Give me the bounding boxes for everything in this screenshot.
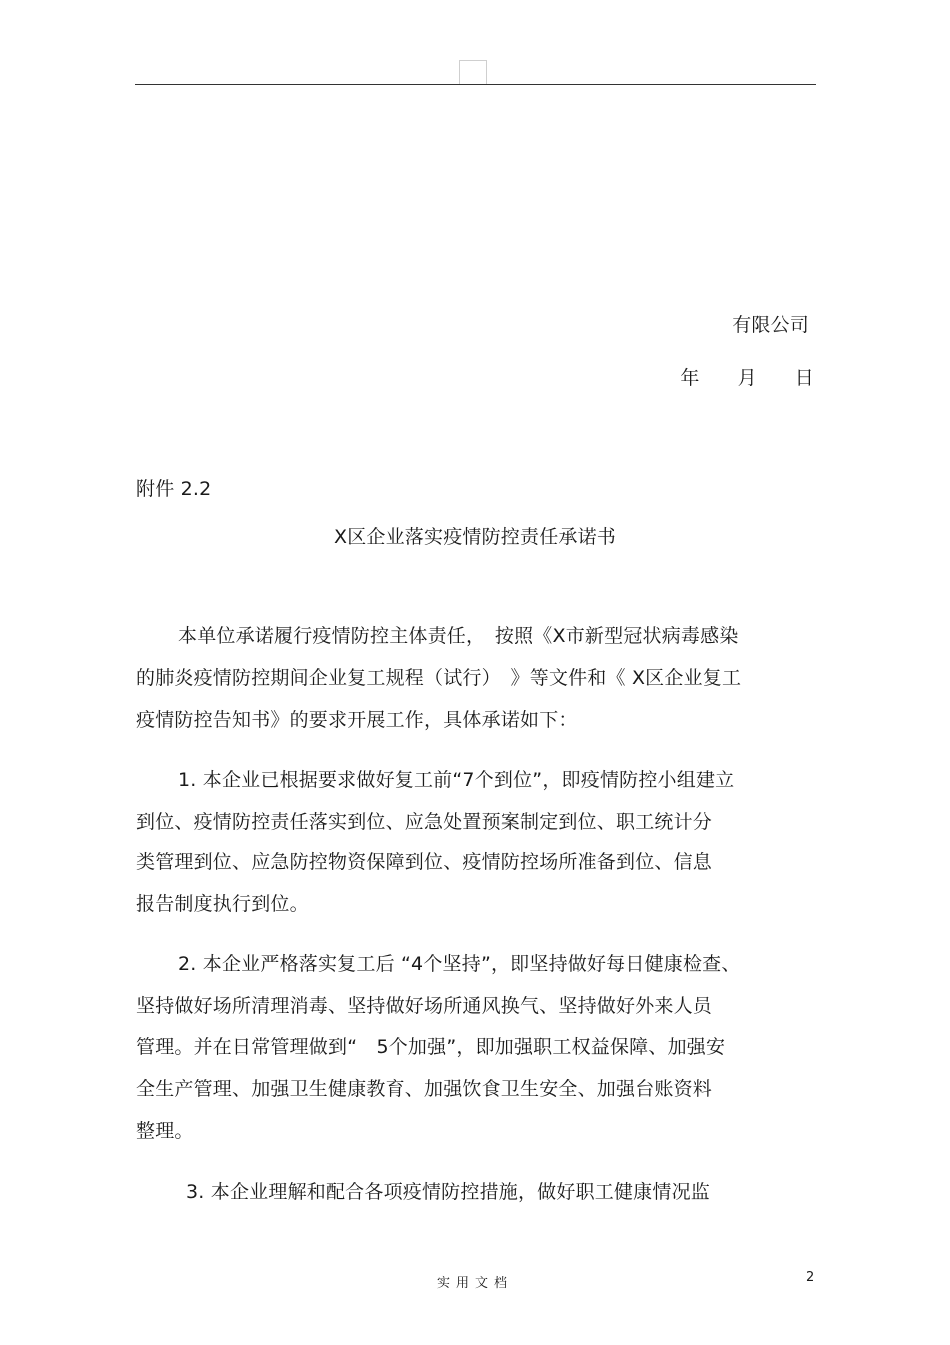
footer-text: 实用文档: [436, 1276, 513, 1291]
signature-company: 有限公司: [732, 314, 809, 336]
paragraph-3-line-2: 坚持做好场所清理消毒、坚持做好场所通风换气、坚持做好外来人员: [136, 995, 713, 1017]
paragraph-4-line-1: 3. 本企业理解和配合各项疫情防控措施，做好职工健康情况监: [186, 1181, 710, 1203]
header-rule: [135, 84, 816, 85]
page-number: 2: [806, 1270, 815, 1285]
signature-day: 日: [794, 367, 814, 389]
paragraph-2-line-4: 报告制度执行到位。: [136, 893, 309, 915]
header-marker-box: [459, 60, 487, 85]
paragraph-2-line-1: 1. 本企业已根据要求做好复工前“7个到位”，即疫情防控小组建立: [178, 769, 735, 791]
paragraph-2-line-3: 类管理到位、应急防控物资保障到位、疫情防控场所准备到位、信息: [136, 851, 713, 873]
paragraph-1-line-2: 的肺炎疫情防控期间企业复工规程（试行） 》等文件和《 X区企业复工: [136, 667, 742, 689]
paragraph-2-line-2: 到位、疫情防控责任落实到位、应急处置预案制定到位、职工统计分: [136, 811, 713, 833]
paragraph-3-line-3: 管理。并在日常管理做到“ 5个加强”，即加强职工权益保障、加强安: [136, 1036, 726, 1058]
paragraph-1-line-3: 疫情防控告知书》的要求开展工作，具体承诺如下：: [136, 709, 578, 731]
paragraph-3-line-1: 2. 本企业严格落实复工后 “4个坚持”，即坚持做好每日健康检查、: [178, 953, 741, 975]
attachment-label: 附件 2.2: [136, 478, 212, 500]
document-title: X区企业落实疫情防控责任承诺书: [333, 526, 617, 548]
signature-month: 月: [737, 367, 757, 389]
signature-year: 年: [680, 367, 700, 389]
paragraph-3-line-5: 整理。: [136, 1120, 194, 1142]
paragraph-1-line-1: 本单位承诺履行疫情防控主体责任， 按照《X市新型冠状病毒感染: [178, 625, 739, 647]
signature-date: [680, 366, 814, 390]
paragraph-3-line-4: 全生产管理、加强卫生健康教育、加强饮食卫生安全、加强台账资料: [136, 1078, 713, 1100]
